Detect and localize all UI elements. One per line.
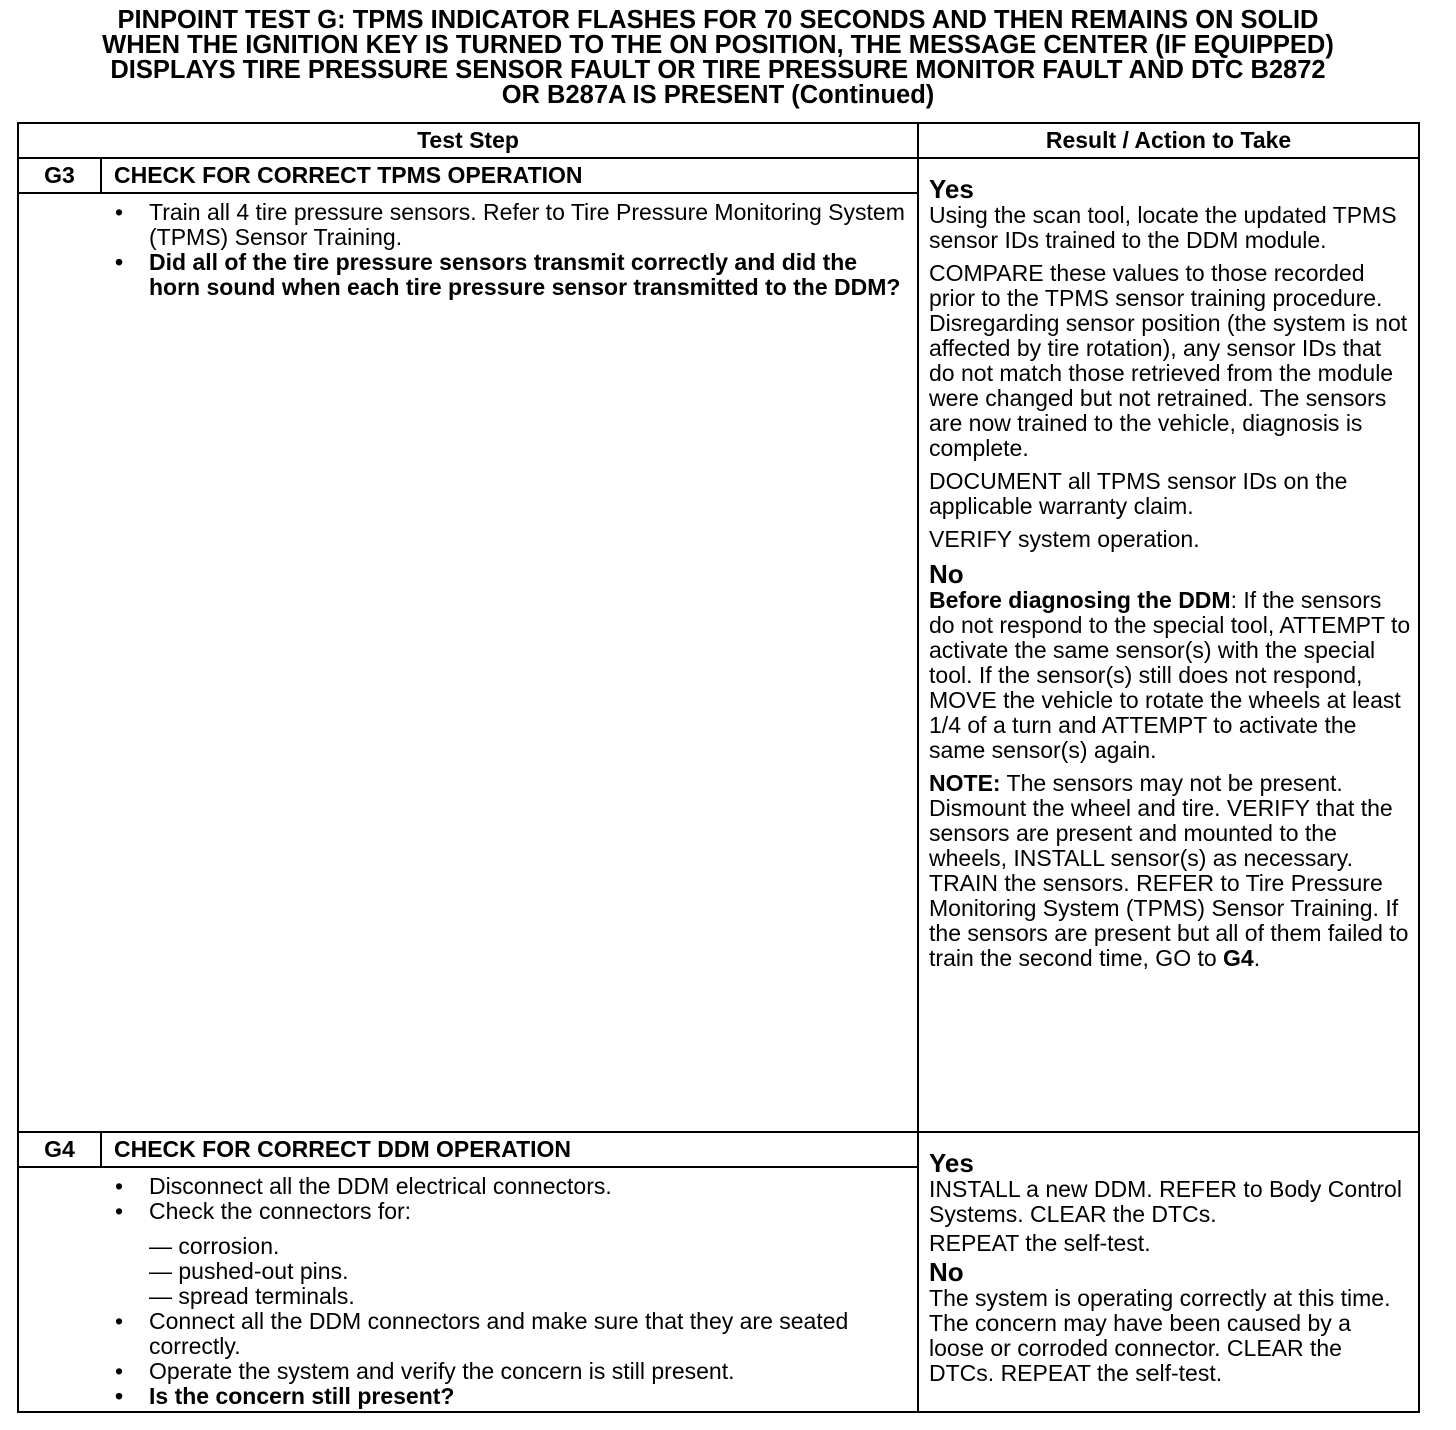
action-question: Did all of the tire pressure sensors transmit correctly and did the horn sound when each tire pressure sensor transmitted to the DDM? [149, 249, 901, 300]
action-question: Is the concern still present? [149, 1383, 455, 1409]
result-g4-yes-label: Yes [929, 1148, 974, 1178]
list-item [115, 1358, 909, 1384]
bullet-icon: • [115, 1383, 124, 1409]
result-g3-yes-p2: COMPARE these values to those recorded prior to the TPMS sensor training procedure. Disregarding sensor position (the system is not affected by tire rotation), any sensor IDs that do not match those retrieved from the module were changed but not retrained. The sensors are now trained to the vehicle, diagnosis is complete. [929, 260, 1408, 461]
step-g4-actions [18, 1167, 918, 1412]
pinpoint-test-table [17, 122, 1420, 1413]
action-text: Connect all the DDM connectors and make sure that they are seated correctly. [149, 1308, 849, 1359]
list-item: — pushed-out pins. [149, 1258, 349, 1284]
bullet-icon: • [115, 249, 124, 275]
header-result: Result / Action to Take [918, 123, 1419, 158]
result-g4-no-label: No [929, 1257, 964, 1287]
step-g3-title-row [18, 158, 1419, 193]
result-g3-no-p1-text: : If the sensors do not respond to the special tool, ATTEMPT to activate the same sensor(s) with the special tool. If the sensor(s) still does not respond, MOVE the vehicle to rotate the wheels at least 1/4 of a turn and ATTEMPT to activate the same sensor(s) again. [929, 587, 1411, 763]
action-text: Check the connectors for: [149, 1198, 412, 1224]
table-header-row [18, 123, 1419, 158]
result-g3-no-p2-text: The sensors may not be present. Dismount the wheel and tire. VERIFY that the sensors are present and mounted to the wheels, INSTALL sensor(s) as necessary. TRAIN the sensors. REFER to Tire Pressure Monitoring System (TPMS) Sensor Training. If the sensors are present but all of them failed to train the second time, GO to [929, 770, 1409, 971]
action-text: Operate the system and verify the concern is still present. [149, 1358, 735, 1384]
list-item [115, 1383, 909, 1409]
title-line-1: PINPOINT TEST G: TPMS INDICATOR FLASHES FOR 70 SECONDS AND THEN REMAINS ON SOLID [117, 6, 1319, 34]
step-title-g4: CHECK FOR CORRECT DDM OPERATION [101, 1132, 918, 1167]
list-item [115, 199, 909, 250]
title-line-2: WHEN THE IGNITION KEY IS TURNED TO THE ON POSITION, THE MESSAGE CENTER (IF EQUIPPED) [102, 31, 1334, 59]
result-g3-yes-p4: VERIFY system operation. [929, 526, 1200, 552]
result-g3-yes-p3: DOCUMENT all TPMS sensor IDs on the applicable warranty claim. [929, 468, 1348, 519]
title-line-3: DISPLAYS TIRE PRESSURE SENSOR FAULT OR TIRE PRESSURE MONITOR FAULT AND DTC B2872 [110, 56, 1326, 84]
connector-check-list [149, 1234, 909, 1309]
result-g3-no-p2-end: . [1253, 945, 1261, 971]
list-item [115, 1308, 909, 1359]
result-g4-yes-p2: REPEAT the self-test. [929, 1230, 1151, 1256]
action-text: Disconnect all the DDM electrical connectors. [149, 1173, 612, 1199]
result-g3 [918, 158, 1419, 1132]
step-g4-title-row [18, 1132, 1419, 1167]
list-item: — corrosion. [149, 1233, 280, 1259]
bullet-icon: • [115, 1358, 124, 1384]
result-g3-no-label: No [929, 559, 964, 589]
action-text: Train all 4 tire pressure sensors. Refer to Tire Pressure Monitoring System (TPMS) Sensor Training. [149, 199, 905, 250]
result-g4 [918, 1132, 1419, 1412]
title-line-4: OR B287A IS PRESENT (Continued) [501, 81, 935, 109]
result-g3-no-p1-bold: Before diagnosing the DDM [929, 587, 1231, 613]
bullet-icon: • [115, 1198, 124, 1224]
bullet-icon: • [115, 1308, 124, 1334]
step-title-g3: CHECK FOR CORRECT TPMS OPERATION [101, 158, 918, 193]
list-item [115, 1198, 909, 1309]
result-g3-no-p2 [929, 771, 1412, 971]
step-id-g3: G3 [18, 158, 101, 193]
result-g3-no-p1 [929, 588, 1412, 763]
page-title [18, 8, 1418, 108]
result-g3-no-p2-bold: NOTE: [929, 770, 1001, 796]
bullet-icon: • [115, 1173, 124, 1199]
header-test-step: Test Step [18, 123, 918, 158]
result-g3-goto-ref: G4 [1223, 945, 1254, 971]
step-id-g4: G4 [18, 1132, 101, 1167]
step-g4-action-list [19, 1174, 909, 1409]
list-item: — spread terminals. [149, 1283, 355, 1309]
result-g4-no-p1: The system is operating correctly at this time. The concern may have been caused by a loose or corroded connector. CLEAR the DTCs. REPEAT the self-test. [929, 1285, 1391, 1386]
result-g4-yes-p1: INSTALL a new DDM. REFER to Body Control Systems. CLEAR the DTCs. [929, 1176, 1402, 1227]
step-g3-actions [18, 193, 918, 1132]
list-item [115, 249, 909, 300]
result-g3-yes-p1: Using the scan tool, locate the updated TPMS sensor IDs trained to the DDM module. [929, 202, 1397, 253]
bullet-icon: • [115, 199, 124, 225]
list-item [115, 1173, 909, 1199]
result-g3-yes-label: Yes [929, 174, 974, 204]
step-g3-action-list [19, 200, 909, 300]
